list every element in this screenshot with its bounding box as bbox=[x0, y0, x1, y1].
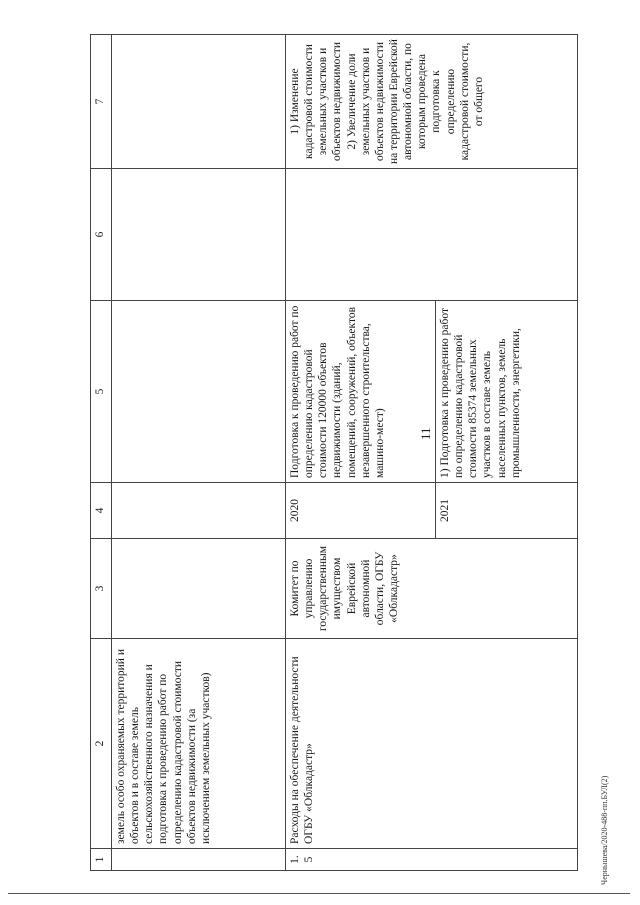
row-description-cell: Расходы на обеспечение деятельности ОГБУ «Облкадастр» bbox=[286, 639, 578, 849]
year-2020-cell: 2020 bbox=[286, 483, 436, 539]
year-2021-cell: 2021 bbox=[436, 483, 578, 539]
page-number: 11 bbox=[418, 427, 433, 440]
header-row bbox=[91, 35, 112, 871]
header-cell-3: 3 bbox=[91, 539, 112, 639]
header-cell-4: 4 bbox=[91, 483, 112, 539]
row-number-cell: 1.5 bbox=[286, 849, 578, 871]
cont-col6-cell bbox=[112, 169, 286, 301]
cont-indicator-cell bbox=[112, 35, 286, 169]
header-cell-7: 7 bbox=[91, 35, 112, 169]
result-2021-cell: 1) Подготовка к проведению работ по определению кадастровой стоимости 85374 земельных участков в составе земель населенных пунктов, земель промышленности, энергетики, bbox=[436, 301, 578, 483]
continuation-row bbox=[112, 35, 286, 871]
header-cell-6: 6 bbox=[91, 169, 112, 301]
header-cell-2: 2 bbox=[91, 639, 112, 849]
row-executor-cell: Комитет по управлению государственным имуществом Еврейской автономной области, ОГБУ «Облкадастр» bbox=[286, 539, 578, 639]
row-indicator-cell: 1) Изменение кадастровой стоимости земельных участков и объектов недвижимости 2) Увеличение доли земельных участков и объектов недвижимости на территории Еврейской автономной области, по которым проведена подготовка к определению кадастровой стоимости, от общего bbox=[286, 35, 578, 169]
program-table bbox=[90, 34, 578, 871]
cont-num-cell bbox=[112, 849, 286, 871]
cont-description-cell: земель особо охраняемых территорий и объектов и в составе земель сельскохозяйственного назначения и подготовка к проведению работ по определению кадастровой стоимости объектов недвижимости (за исключением земельных участков) bbox=[112, 639, 286, 849]
header-cell-1: 1 bbox=[91, 849, 112, 871]
table-row-1-5 bbox=[286, 35, 436, 871]
header-cell-5: 5 bbox=[91, 301, 112, 483]
cont-executor-cell bbox=[112, 539, 286, 639]
cont-year-cell bbox=[112, 483, 286, 539]
result-2020-cell: Подготовка к проведению работ по определению кадастровой стоимости 120000 объектов недвижимости (зданий, помещений, сооружений, объектов незавершенного строительства, машино-мест) bbox=[286, 301, 436, 483]
footer-document-code: Чернышева/2020-488-пп.БУЛ(2) bbox=[600, 775, 609, 885]
rotated-table-container bbox=[90, 35, 578, 871]
bottom-rule bbox=[8, 893, 630, 894]
row-col6-cell bbox=[286, 169, 578, 301]
cont-result-cell bbox=[112, 301, 286, 483]
